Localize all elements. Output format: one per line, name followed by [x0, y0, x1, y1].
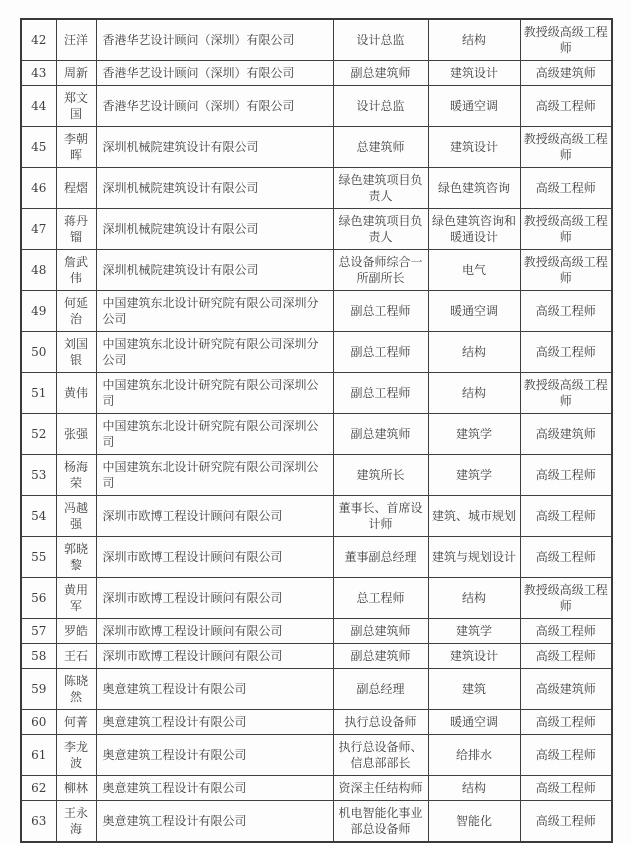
- cell-position: 副总工程师: [333, 373, 428, 414]
- cell-position: 副总建筑师: [333, 414, 428, 455]
- table-row: [21, 537, 612, 578]
- cell-row-number: 59: [21, 669, 56, 710]
- cell-company: 中国建筑东北设计研究院有限公司深圳分公司: [96, 291, 333, 332]
- cell-row-number: 52: [21, 414, 56, 455]
- cell-specialty: 暖通空调: [428, 291, 520, 332]
- cell-company: 深圳机械院建筑设计有限公司: [96, 127, 333, 168]
- table-row: [21, 496, 612, 537]
- cell-expert-name: 周新: [56, 61, 96, 86]
- cell-company: 奥意建筑工程设计有限公司: [96, 801, 333, 843]
- cell-specialty: 智能化: [428, 801, 520, 843]
- cell-specialty: 建筑设计: [428, 61, 520, 86]
- cell-specialty: 电气: [428, 250, 520, 291]
- cell-job-title: 高级工程师: [520, 291, 612, 332]
- cell-position: 副总工程师: [333, 291, 428, 332]
- cell-expert-name: 张强: [56, 414, 96, 455]
- cell-row-number: 49: [21, 291, 56, 332]
- cell-company: 中国建筑东北设计研究院有限公司深圳公司: [96, 414, 333, 455]
- cell-job-title: 高级工程师: [520, 455, 612, 496]
- cell-row-number: 47: [21, 209, 56, 250]
- cell-company: 深圳机械院建筑设计有限公司: [96, 250, 333, 291]
- cell-company: 香港华艺设计顾问（深圳）有限公司: [96, 61, 333, 86]
- table-row: [21, 373, 612, 414]
- cell-company: 奥意建筑工程设计有限公司: [96, 669, 333, 710]
- cell-position: 设计总监: [333, 86, 428, 127]
- table-row: [21, 168, 612, 209]
- table-row: [21, 291, 612, 332]
- table-row: [21, 776, 612, 801]
- table-row: [21, 735, 612, 776]
- cell-row-number: 55: [21, 537, 56, 578]
- cell-row-number: 43: [21, 61, 56, 86]
- table-row: [21, 19, 612, 61]
- cell-specialty: 建筑设计: [428, 127, 520, 168]
- cell-position: 绿色建筑项目负责人: [333, 209, 428, 250]
- cell-expert-name: 陈晓然: [56, 669, 96, 710]
- cell-expert-name: 柳林: [56, 776, 96, 801]
- table-row: [21, 61, 612, 86]
- cell-row-number: 61: [21, 735, 56, 776]
- cell-position: 总工程师: [333, 578, 428, 619]
- cell-position: 资深主任结构师: [333, 776, 428, 801]
- cell-specialty: 结构: [428, 373, 520, 414]
- cell-position: 总建筑师: [333, 127, 428, 168]
- cell-expert-name: 詹武伟: [56, 250, 96, 291]
- cell-expert-name: 何延治: [56, 291, 96, 332]
- cell-specialty: 建筑与规划设计: [428, 537, 520, 578]
- table-row: [21, 455, 612, 496]
- cell-specialty: 结构: [428, 19, 520, 61]
- table-row: [21, 669, 612, 710]
- table-row: [21, 414, 612, 455]
- cell-job-title: 高级工程师: [520, 644, 612, 669]
- cell-expert-name: 李龙波: [56, 735, 96, 776]
- cell-specialty: 暖通空调: [428, 710, 520, 735]
- cell-specialty: 建筑学: [428, 455, 520, 496]
- cell-position: 执行总设备师: [333, 710, 428, 735]
- cell-specialty: 绿色建筑咨询和暖通设计: [428, 209, 520, 250]
- cell-row-number: 57: [21, 619, 56, 644]
- cell-expert-name: 杨海荣: [56, 455, 96, 496]
- cell-row-number: 51: [21, 373, 56, 414]
- experts-table: [20, 18, 613, 843]
- cell-company: 深圳市欧博工程设计顾问有限公司: [96, 537, 333, 578]
- cell-expert-name: 李朝晖: [56, 127, 96, 168]
- cell-company: 深圳机械院建筑设计有限公司: [96, 209, 333, 250]
- cell-job-title: 高级工程师: [520, 537, 612, 578]
- cell-position: 执行总设备师、信息部部长: [333, 735, 428, 776]
- cell-company: 奥意建筑工程设计有限公司: [96, 776, 333, 801]
- cell-job-title: 高级工程师: [520, 710, 612, 735]
- table-row: [21, 209, 612, 250]
- cell-specialty: 建筑学: [428, 619, 520, 644]
- cell-company: 深圳市欧博工程设计顾问有限公司: [96, 496, 333, 537]
- cell-specialty: 建筑: [428, 669, 520, 710]
- cell-job-title: 高级工程师: [520, 619, 612, 644]
- cell-expert-name: 黄伟: [56, 373, 96, 414]
- cell-specialty: 建筑学: [428, 414, 520, 455]
- cell-row-number: 56: [21, 578, 56, 619]
- cell-company: 香港华艺设计顾问（深圳）有限公司: [96, 86, 333, 127]
- table-row: [21, 332, 612, 373]
- cell-expert-name: 刘国银: [56, 332, 96, 373]
- cell-row-number: 63: [21, 801, 56, 843]
- cell-company: 深圳市欧博工程设计顾问有限公司: [96, 619, 333, 644]
- experts-table-body: [21, 19, 612, 842]
- cell-specialty: 绿色建筑咨询: [428, 168, 520, 209]
- cell-expert-name: 罗皓: [56, 619, 96, 644]
- cell-row-number: 48: [21, 250, 56, 291]
- cell-row-number: 45: [21, 127, 56, 168]
- cell-position: 副总建筑师: [333, 644, 428, 669]
- cell-job-title: 教授级高级工程师: [520, 127, 612, 168]
- cell-expert-name: 冯越强: [56, 496, 96, 537]
- table-row: [21, 578, 612, 619]
- cell-expert-name: 汪洋: [56, 19, 96, 61]
- cell-row-number: 50: [21, 332, 56, 373]
- cell-company: 中国建筑东北设计研究院有限公司深圳公司: [96, 373, 333, 414]
- cell-specialty: 暖通空调: [428, 86, 520, 127]
- cell-company: 深圳市欧博工程设计顾问有限公司: [96, 578, 333, 619]
- cell-job-title: 高级工程师: [520, 496, 612, 537]
- cell-position: 设计总监: [333, 19, 428, 61]
- cell-position: 总设备师综合一所副所长: [333, 250, 428, 291]
- cell-job-title: 高级工程师: [520, 801, 612, 843]
- cell-job-title: 高级建筑师: [520, 414, 612, 455]
- cell-row-number: 46: [21, 168, 56, 209]
- cell-job-title: 教授级高级工程师: [520, 250, 612, 291]
- cell-expert-name: 何菁: [56, 710, 96, 735]
- cell-position: 绿色建筑项目负责人: [333, 168, 428, 209]
- cell-row-number: 62: [21, 776, 56, 801]
- cell-row-number: 54: [21, 496, 56, 537]
- cell-row-number: 42: [21, 19, 56, 61]
- cell-job-title: 高级工程师: [520, 332, 612, 373]
- cell-company: 中国建筑东北设计研究院有限公司深圳分公司: [96, 332, 333, 373]
- cell-expert-name: 郑文国: [56, 86, 96, 127]
- cell-specialty: 给排水: [428, 735, 520, 776]
- cell-position: 董事副总经理: [333, 537, 428, 578]
- cell-position: 董事长、首席设计师: [333, 496, 428, 537]
- cell-company: 奥意建筑工程设计有限公司: [96, 735, 333, 776]
- cell-position: 副总建筑师: [333, 619, 428, 644]
- table-row: [21, 619, 612, 644]
- cell-job-title: 高级工程师: [520, 735, 612, 776]
- cell-row-number: 60: [21, 710, 56, 735]
- table-row: [21, 86, 612, 127]
- cell-job-title: 教授级高级工程师: [520, 373, 612, 414]
- cell-job-title: 教授级高级工程师: [520, 19, 612, 61]
- cell-row-number: 58: [21, 644, 56, 669]
- table-row: [21, 250, 612, 291]
- cell-position: 建筑所长: [333, 455, 428, 496]
- cell-specialty: 结构: [428, 332, 520, 373]
- cell-job-title: 高级工程师: [520, 86, 612, 127]
- cell-row-number: 44: [21, 86, 56, 127]
- cell-row-number: 53: [21, 455, 56, 496]
- cell-job-title: 高级建筑师: [520, 61, 612, 86]
- cell-expert-name: 王永海: [56, 801, 96, 843]
- cell-specialty: 建筑、城市规划: [428, 496, 520, 537]
- cell-company: 中国建筑东北设计研究院有限公司深圳公司: [96, 455, 333, 496]
- cell-expert-name: 王石: [56, 644, 96, 669]
- cell-job-title: 高级建筑师: [520, 669, 612, 710]
- cell-specialty: 建筑设计: [428, 644, 520, 669]
- cell-job-title: 教授级高级工程师: [520, 578, 612, 619]
- table-row: [21, 710, 612, 735]
- cell-position: 副总建筑师: [333, 61, 428, 86]
- cell-job-title: 教授级高级工程师: [520, 209, 612, 250]
- cell-specialty: 结构: [428, 578, 520, 619]
- table-row: [21, 644, 612, 669]
- cell-job-title: 高级工程师: [520, 168, 612, 209]
- cell-company: 深圳机械院建筑设计有限公司: [96, 168, 333, 209]
- cell-job-title: 高级工程师: [520, 776, 612, 801]
- cell-expert-name: 程熠: [56, 168, 96, 209]
- cell-expert-name: 蒋丹镏: [56, 209, 96, 250]
- cell-position: 副总工程师: [333, 332, 428, 373]
- cell-company: 深圳市欧博工程设计顾问有限公司: [96, 644, 333, 669]
- cell-company: 香港华艺设计顾问（深圳）有限公司: [96, 19, 333, 61]
- cell-specialty: 结构: [428, 776, 520, 801]
- cell-position: 副总经理: [333, 669, 428, 710]
- table-row: [21, 127, 612, 168]
- cell-expert-name: 黄用军: [56, 578, 96, 619]
- table-row: [21, 801, 612, 843]
- cell-company: 奥意建筑工程设计有限公司: [96, 710, 333, 735]
- cell-position: 机电智能化事业部总设备师: [333, 801, 428, 843]
- cell-expert-name: 郭晓黎: [56, 537, 96, 578]
